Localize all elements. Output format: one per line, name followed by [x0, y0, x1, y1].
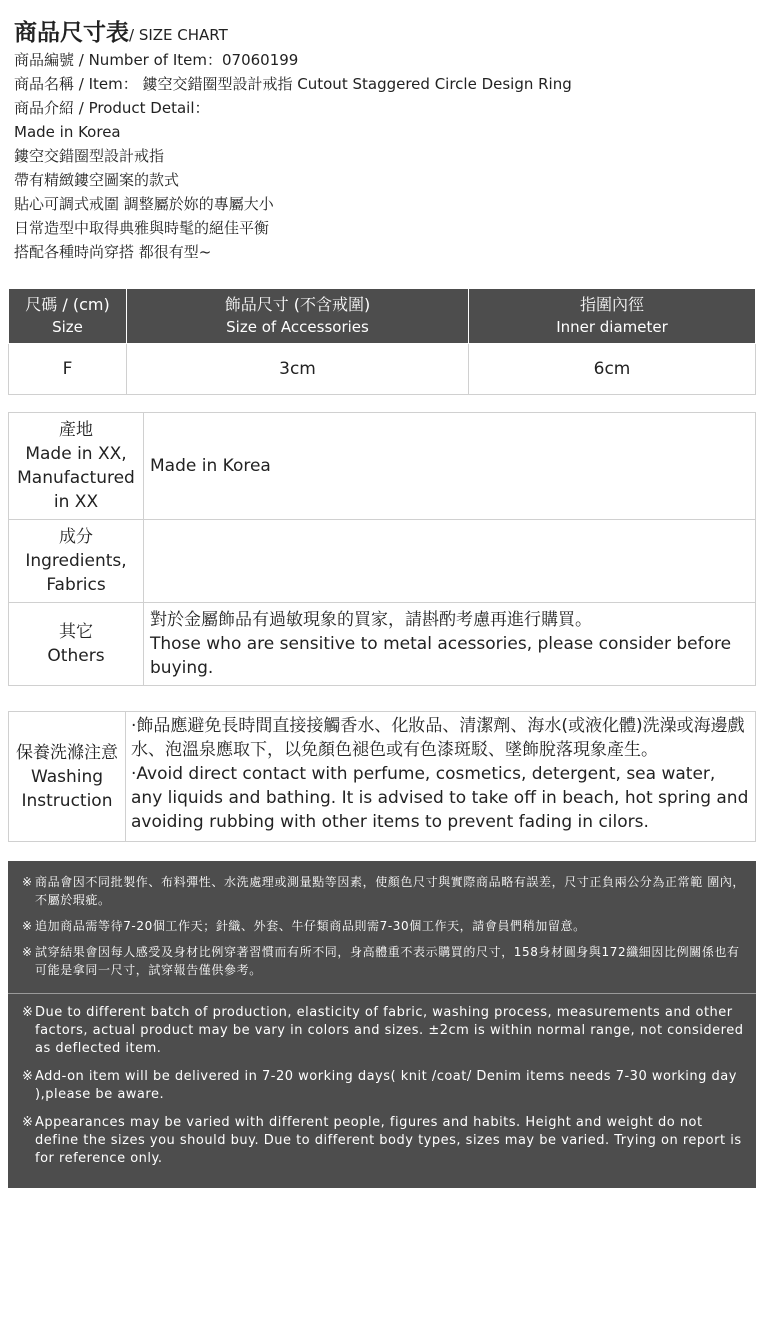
product-detail-label: 商品介紹 / Product Detail：: [14, 99, 210, 117]
notes-zh: [8, 861, 756, 993]
table-row: [9, 712, 756, 842]
washing-value: ‧飾品應避免長時間直接接觸香水、化妝品、清潔劑、海水(或液化體)洗澡或海邊戲水、泡溫泉應取下，以免顏色褪色或有色漆斑駁、墜飾脫落現象產生。 ‧Avoid direct contact with perfume, cosmetics, detergent, sea water, any liquids and bathing. It is advised to take off in beach, hot spring and avoiding rubbing with other items to prevent fading in cilors.: [126, 712, 756, 842]
detail-line: 日常造型中取得典雅與時髦的絕佳平衡: [14, 219, 270, 237]
accessory-size-cell: 3cm: [127, 344, 469, 395]
note-item: ※ 試穿結果會因每人感受及身材比例穿著習慣而有所不同，身高體重不表示購買的尺寸，158身材圓身與172纖細因比例關係也有可能是拿同一尺寸，試穿報告僅供參考。: [22, 945, 740, 977]
note-item: ※ Due to different batch of production, elasticity of fabric, washing process, measurements and other factors, actual product may be vary in colors and sizes. ±2cm is within normal range, not considered as deflected item.: [22, 1005, 744, 1056]
item-name: 商品名稱 / Item： 鏤空交錯圈型設計戒指 Cutout Staggered Circle Design Ring: [14, 75, 572, 93]
size-table: [8, 288, 756, 395]
size-table-header: [9, 289, 756, 344]
origin-value: Made in Korea: [144, 413, 756, 520]
accessory-size-header: 飾品尺寸 (不含戒圍) Size of Accessories: [127, 289, 469, 344]
note-item: ※ Appearances may be varied with different people, figures and habits. Height and weight do not define the sizes you should buy. Due to different body types, sizes may be varied. Trying on report is for reference only.: [22, 1115, 742, 1166]
detail-line: 搭配各種時尚穿搭 都很有型~: [14, 243, 212, 261]
inner-diameter-cell: 6cm: [469, 344, 756, 395]
detail-line: 帶有精緻鏤空圖案的款式: [14, 171, 180, 189]
item-number: 商品編號 / Number of Item：07060199: [14, 51, 299, 69]
detail-line: 鏤空交錯圈型設計戒指: [14, 147, 165, 165]
notes-en: [8, 994, 756, 1168]
inner-diameter-header: 指圍內徑 Inner diameter: [469, 289, 756, 344]
note-item: ※ 商品會因不同批製作、布料彈性、水洗處理或測量點等因素，使顏色尺寸與實際商品略有誤差，尺寸正負兩公分為正常範 圍內，不屬於瑕疵。: [22, 875, 746, 907]
size-header: 尺碼 / (cm) Size: [9, 289, 127, 344]
note-item: ※ 追加商品需等待7-20個工作天；針織、外套、牛仔類商品則需7-30個工作天，請會員們稍加留意。: [22, 919, 586, 933]
note-item: ※ Add-on item will be delivered in 7-20 working days( knit /coat/ Denim items needs 7-30 working day ),please be aware.: [22, 1069, 737, 1102]
origin-label: 產地 Made in XX, Manufactured in XX: [9, 413, 144, 520]
table-row: [9, 520, 756, 603]
table-row: [9, 413, 756, 520]
title-zh: 商品尺寸表: [14, 20, 129, 46]
table-row: [9, 344, 756, 395]
origin-table: [8, 412, 756, 686]
others-value: 對於金屬飾品有過敏現象的買家，請斟酌考慮再進行購買。 Those who are sensitive to metal acessories, please consider before buying.: [144, 603, 756, 686]
washing-label: 保養洗滌注意 Washing Instruction: [9, 712, 126, 842]
washing-table: [8, 711, 756, 842]
detail-line: Made in Korea: [14, 123, 121, 141]
table-row: [9, 603, 756, 686]
notes-panel: [8, 861, 756, 1188]
others-label: 其它 Others: [9, 603, 144, 686]
title-en: / SIZE CHART: [129, 26, 228, 44]
ingredients-value: [144, 520, 756, 603]
product-header: [14, 14, 756, 264]
size-cell: F: [9, 344, 127, 395]
page-title: [14, 14, 756, 48]
detail-line: 貼心可調式戒圍 調整屬於妳的專屬大小: [14, 195, 274, 213]
ingredients-label: 成分 Ingredients, Fabrics: [9, 520, 144, 603]
